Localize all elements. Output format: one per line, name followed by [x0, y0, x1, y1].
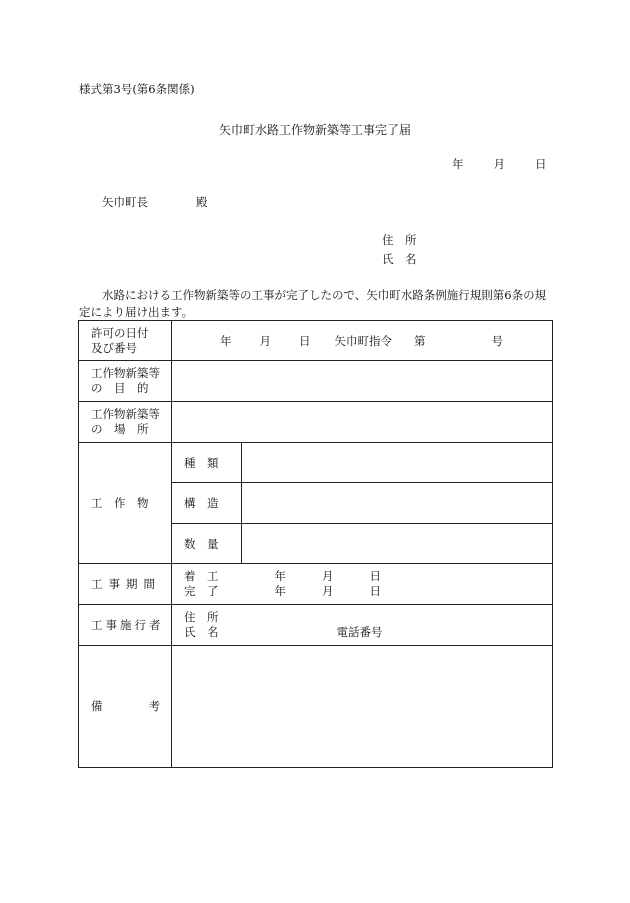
purpose-value[interactable] [172, 361, 553, 402]
structure-kind-label: 種 類 [172, 443, 242, 483]
location-value[interactable] [172, 402, 553, 443]
contractor-phone-label: 電話番号 [336, 625, 383, 639]
row-remarks [79, 646, 553, 768]
remarks-value[interactable] [172, 646, 553, 768]
period-label: 工事期間 [79, 564, 172, 605]
period-start: 着 工 年 月 日 [184, 569, 381, 583]
structure-quantity-value[interactable] [242, 524, 553, 564]
addressee [102, 194, 208, 210]
period-value[interactable] [172, 564, 553, 605]
addressee-suffix: 殿 [196, 195, 208, 209]
body-text: 水路における工作物新築等の工事が完了したので、矢巾町水路条例施行規則第6条の規定により届け出ます。 [79, 288, 547, 319]
form-title: 矢巾町水路工作物新築等工事完了届 [218, 123, 411, 137]
row-purpose [79, 361, 553, 402]
location-label: 工作物新築等 の 場 所 [79, 402, 172, 443]
row-location [79, 402, 553, 443]
contractor-value[interactable] [172, 605, 553, 646]
contractor-address-label: 住 所 [184, 610, 219, 624]
structure-quantity-label: 数 量 [172, 524, 242, 564]
period-end: 完 了 年 月 日 [184, 584, 381, 598]
purpose-label: 工作物新築等 の 目 的 [79, 361, 172, 402]
form-id: 様式第3号(第6条関係) [79, 82, 195, 96]
date-month: 月 [493, 157, 505, 171]
date-year: 年 [452, 157, 464, 171]
permit-label [79, 321, 172, 361]
submission-date [452, 156, 547, 172]
contractor-name-label: 氏 名 [184, 625, 219, 639]
addressee-name: 矢巾町長 [102, 195, 148, 209]
applicant-address-label: 住 所 [382, 233, 417, 247]
permit-label-line1: 許可の日付 [91, 325, 149, 340]
remarks-label: 備 考 [79, 646, 172, 768]
row-structure-kind [79, 443, 553, 483]
contractor-name-line [184, 625, 552, 640]
permit-label-line2: 及び番号 [91, 340, 137, 355]
permit-value[interactable]: 年 月 日 矢巾町指令 第 号 [172, 321, 553, 361]
date-day: 日 [535, 157, 547, 171]
row-contractor [79, 605, 553, 646]
structure-construction-value[interactable] [242, 483, 553, 524]
completion-form-table [78, 320, 553, 768]
structure-label: 工 作 物 [79, 443, 172, 564]
applicant-name-label: 氏 名 [382, 252, 417, 266]
row-permit [79, 321, 553, 361]
contractor-label: 工事施行者 [79, 605, 172, 646]
structure-construction-label: 構 造 [172, 483, 242, 524]
structure-kind-value[interactable] [242, 443, 553, 483]
row-period [79, 564, 553, 605]
permit-authority: 矢巾町指令 [334, 333, 392, 348]
